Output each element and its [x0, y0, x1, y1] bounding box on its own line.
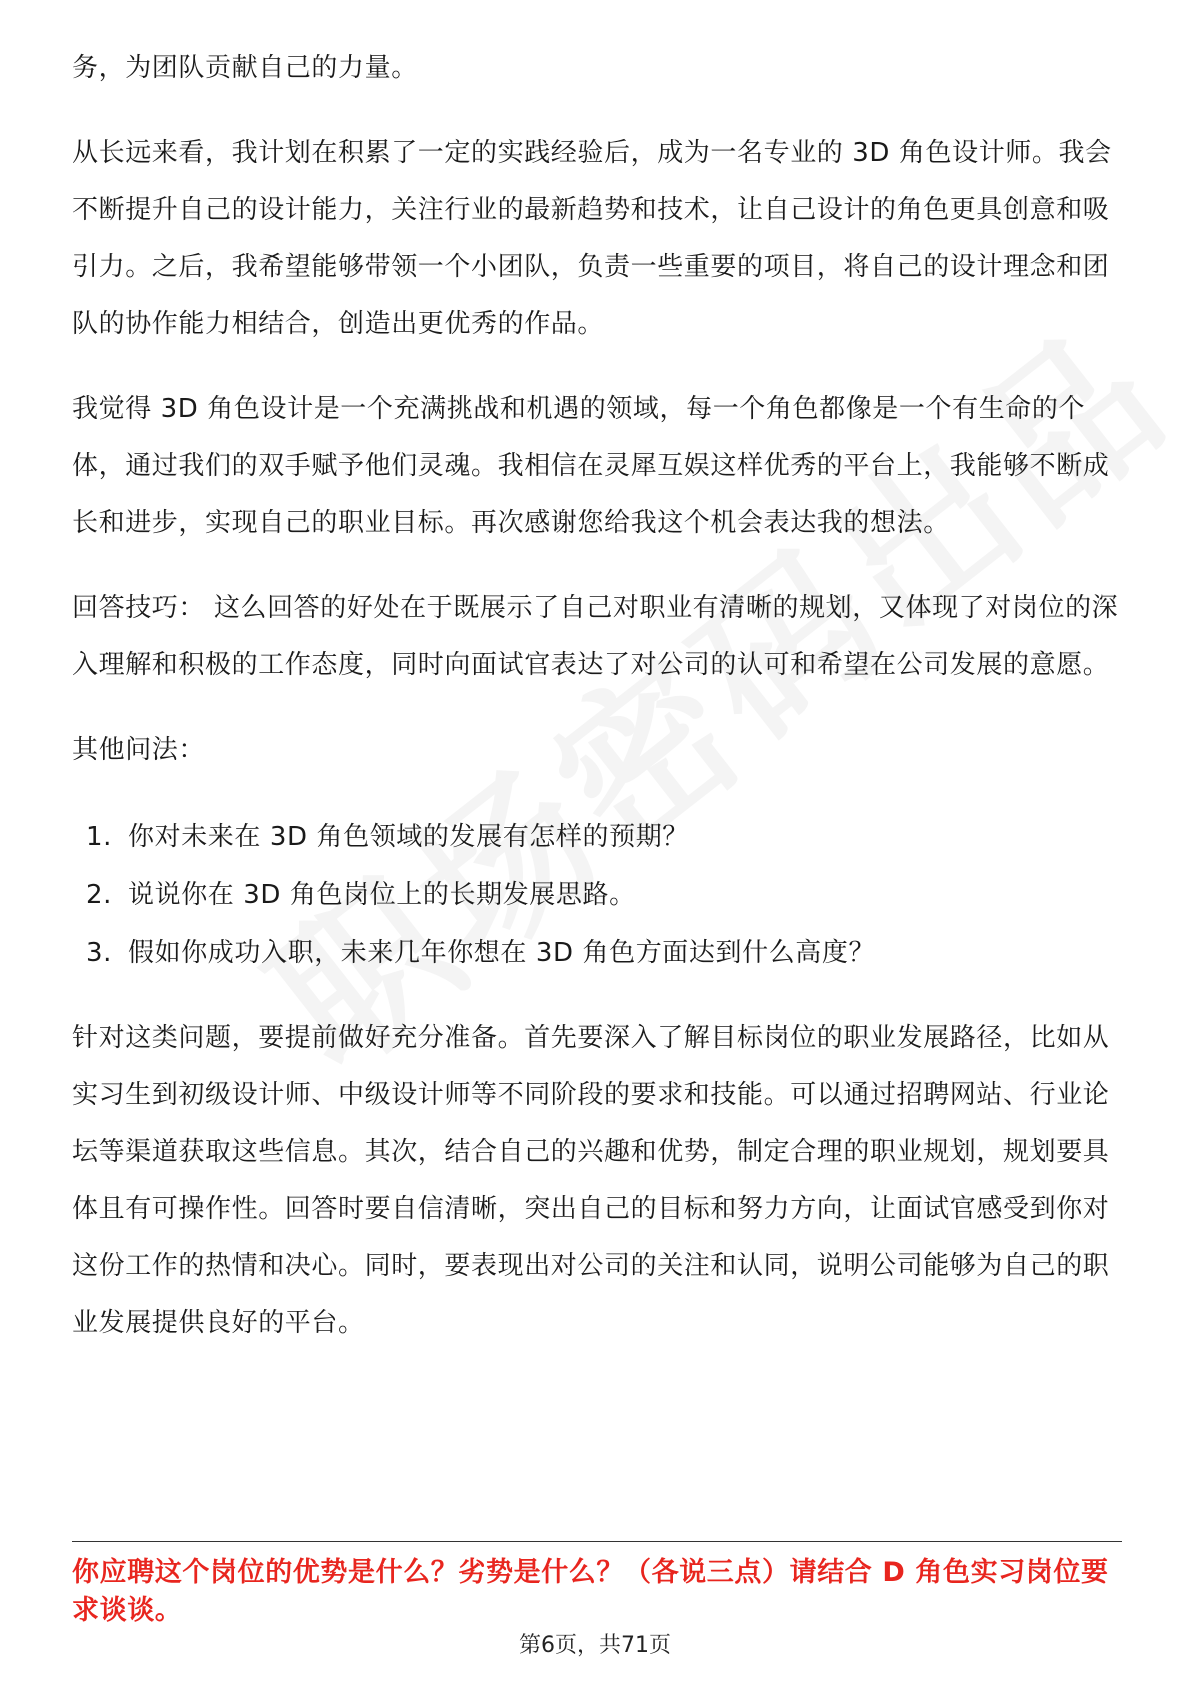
list-item: 2. 说说你在 3D 角色岗位上的长期发展思路。 [86, 880, 636, 910]
document-body [72, 40, 1124, 1352]
answer-tips: 回答技巧： 这么回答的好处在于既展示了自己对职业有清晰的规划，又体现了对岗位的深入理解和积极的工作态度，同时向面试官表达了对公司的认可和希望在公司发展的意愿。 [72, 593, 1119, 680]
paragraph-long-term-plan: 从长远来看，我计划在积累了一定的实践经验后，成为一名专业的 3D 角色设计师。我会不断提升自己的设计能力，关注行业的最新趋势和技术，让自己设计的角色更具创意和吸引力。之后，我希望能够带领一个小团队，负责一些重要的项目，将自己的设计理念和团队的协作能力相结合，创造出更优秀的作品。 [72, 138, 1112, 339]
next-question-heading: 你应聘这个岗位的优势是什么？劣势是什么？（各说三点）请结合 D 角色实习岗位要求谈谈。 [72, 1557, 1109, 1626]
section-divider [72, 1541, 1122, 1542]
paragraph-continuation: 务，为团队贡献自己的力量。 [72, 53, 418, 83]
list-item: 3. 假如你成功入职，未来几年你想在 3D 角色方面达到什么高度？ [86, 938, 876, 968]
list-item: 1. 你对未来在 3D 角色领域的发展有怎样的预期？ [86, 822, 689, 852]
other-questions-list [72, 808, 1124, 982]
other-questions-heading: 其他问法： [72, 735, 206, 765]
paragraph-closing-thoughts: 我觉得 3D 角色设计是一个充满挑战和机遇的领域，每一个角色都像是一个有生命的个体，通过我们的双手赋予他们灵魂。我相信在灵犀互娱这样优秀的平台上，我能够不断成长和进步，实现自己的职业目标。再次感谢您给我这个机会表达我的想法。 [72, 394, 1110, 538]
preparation-advice: 针对这类问题，要提前做好充分准备。首先要深入了解目标岗位的职业发展路径，比如从实习生到初级设计师、中级设计师等不同阶段的要求和技能。可以通过招聘网站、行业论坛等渠道获取这些信息。其次，结合自己的兴趣和优势，制定合理的职业规划，规划要具体且有可操作性。回答时要自信清晰，突出自己的目标和努力方向，让面试官感受到你对这份工作的热情和决心。同时，要表现出对公司的关注和认同，说明公司能够为自己的职业发展提供良好的平台。 [72, 1023, 1110, 1338]
page-number: 第6页，共71页 [519, 1633, 671, 1658]
